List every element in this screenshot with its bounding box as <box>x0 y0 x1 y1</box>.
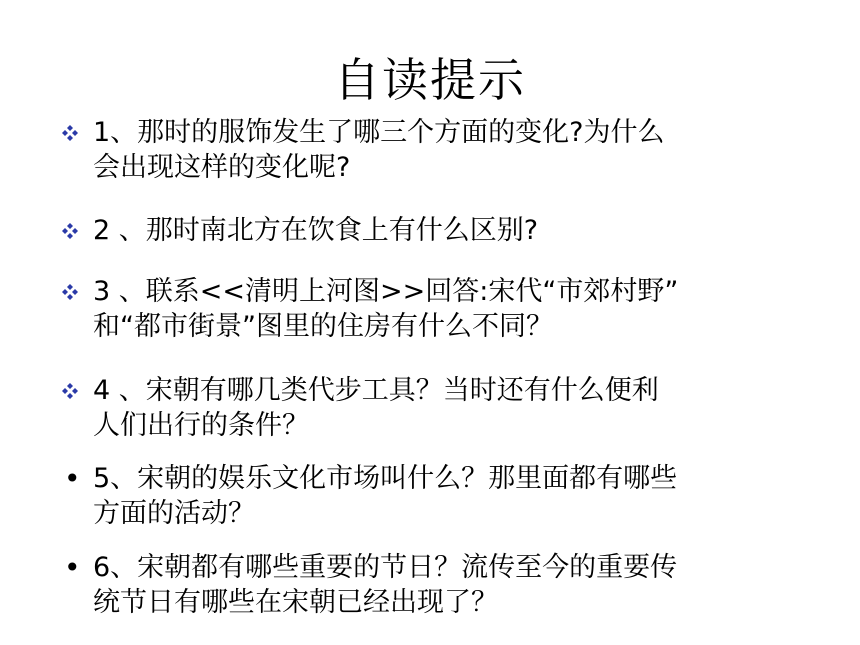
list-item-line: 1、那时的服饰发生了哪三个方面的变化?为什么 <box>93 117 665 148</box>
list-item-line: 4 、宋朝有哪几类代步工具？当时还有什么便利 <box>93 375 659 406</box>
four-diamond-bullet-icon <box>62 115 84 150</box>
round-dot-bullet-icon: • <box>64 462 81 495</box>
list-item-text <box>93 115 818 185</box>
four-diamond-bullet-icon <box>62 373 84 408</box>
list-item-line: 会出现这样的变化呢? <box>93 152 351 183</box>
list-item-line: 方面的活动？ <box>93 498 255 529</box>
list-item-text <box>93 461 818 531</box>
list-item-line: 6、宋朝都有哪些重要的节日？流传至今的重要传 <box>93 552 678 583</box>
list-item-text <box>93 274 818 344</box>
list-item-text <box>93 550 818 620</box>
list-item-line: 和“都市街景”图里的住房有什么不同？ <box>93 311 553 342</box>
list-item-line: 人们出行的条件？ <box>93 410 309 441</box>
list-item-line: 统节日有哪些在宋朝已经出现了？ <box>93 587 498 618</box>
four-diamond-bullet-icon <box>62 213 84 248</box>
list-item-text <box>93 213 818 248</box>
list-item-line: 2 、那时南北方在饮食上有什么区别? <box>93 215 539 246</box>
list-item-line: 5、宋朝的娱乐文化市场叫什么？那里面都有哪些 <box>93 463 678 494</box>
list-item-line: 3 、联系<<清明上河图>>回答:宋代“市郊村野” <box>93 276 679 307</box>
four-diamond-bullet-icon <box>62 274 84 309</box>
round-dot-bullet-icon: • <box>64 551 81 584</box>
list-item-text <box>93 373 818 443</box>
slide-title: 自读提示 <box>334 53 526 107</box>
